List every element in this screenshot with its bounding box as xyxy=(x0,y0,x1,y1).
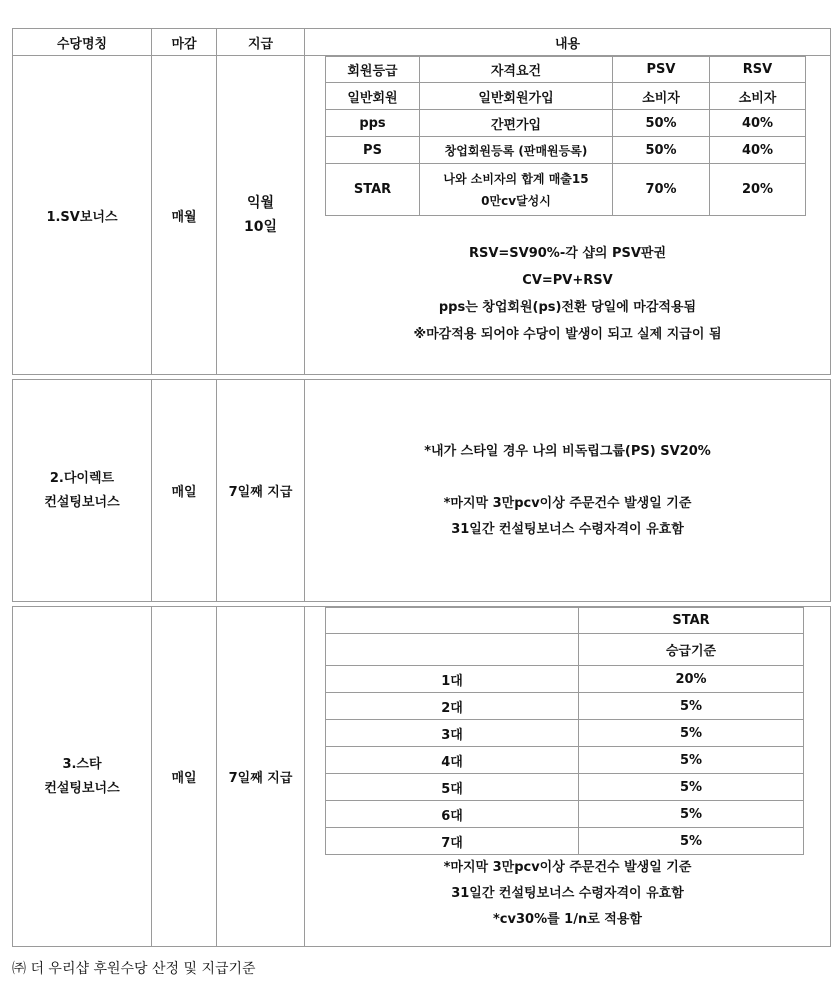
requirement-cell xyxy=(420,164,613,216)
rsv-cell: 소비자 xyxy=(710,83,806,110)
generation-cell: 2대 xyxy=(326,693,579,720)
direct-bonus-name xyxy=(13,380,152,602)
grade-table-header xyxy=(326,57,806,83)
header-row xyxy=(13,29,831,56)
note-line: pps는 창업회원(ps)전환 당일에 마감적용됨 xyxy=(438,300,697,315)
note-line: CV=PV+RSV xyxy=(522,273,613,288)
psv-cell: 70% xyxy=(613,164,710,216)
star-col-header: STAR xyxy=(579,608,804,634)
requirement-line: 0만cv달성시 xyxy=(481,193,551,208)
grade-table xyxy=(325,56,806,216)
sv-bonus-payment-line1: 익월 xyxy=(246,195,275,211)
psv-col-header: PSV xyxy=(613,57,710,83)
star-bonus-name-line2: 컨설팅보너스 xyxy=(44,780,120,796)
generation-col-header xyxy=(326,608,579,634)
direct-bonus-name-line1: 2.다이렉트 xyxy=(49,470,115,486)
note-line: RSV=SV90%-각 샵의 PSV판권 xyxy=(468,246,667,261)
star-bonus-payment: 7일째 지급 xyxy=(217,607,305,947)
grade-row xyxy=(326,137,806,164)
bonus-criteria-table xyxy=(12,28,831,947)
sv-bonus-cutoff: 매월 xyxy=(152,56,217,375)
star-bonus-content xyxy=(305,607,831,947)
rsv-cell: 40% xyxy=(710,137,806,164)
grade-cell: PS xyxy=(326,137,420,164)
requirement-line: 나와 소비자의 합계 매출15 xyxy=(443,171,589,186)
generation-table-subheader xyxy=(326,634,804,666)
percentage-cell: 5% xyxy=(579,747,804,774)
direct-bonus-payment: 7일째 지급 xyxy=(217,380,305,602)
header-payment: 지급 xyxy=(217,29,305,56)
grade-row xyxy=(326,110,806,137)
sv-bonus-name: 1.SV보너스 xyxy=(13,56,152,375)
direct-bonus-name-line2: 컨설팅보너스 xyxy=(44,494,120,510)
requirement-cell: 간편가입 xyxy=(420,110,613,137)
generation-row xyxy=(326,774,804,801)
psv-cell: 소비자 xyxy=(613,83,710,110)
generation-cell: 1대 xyxy=(326,666,579,693)
percentage-cell: 5% xyxy=(579,828,804,855)
direct-bonus-content xyxy=(305,380,831,602)
psv-cell: 50% xyxy=(613,137,710,164)
generation-cell: 5대 xyxy=(326,774,579,801)
generation-cell: 7대 xyxy=(326,828,579,855)
generation-row xyxy=(326,801,804,828)
note-line: 31일간 컨설팅보너스 수령자격이 유효함 xyxy=(451,886,684,901)
percentage-cell: 20% xyxy=(579,666,804,693)
header-name: 수당명칭 xyxy=(13,29,152,56)
generation-cell: 4대 xyxy=(326,747,579,774)
note-line: *마지막 3만pcv이상 주문건수 발생일 기준 xyxy=(443,495,692,511)
generation-table xyxy=(325,607,804,855)
percentage-cell: 5% xyxy=(579,720,804,747)
generation-col-subheader xyxy=(326,634,579,666)
percentage-cell: 5% xyxy=(579,801,804,828)
direct-bonus-cutoff: 매일 xyxy=(152,380,217,602)
grade-cell: pps xyxy=(326,110,420,137)
sv-bonus-notes xyxy=(305,240,830,348)
generation-table-header xyxy=(326,608,804,634)
generation-row xyxy=(326,747,804,774)
star-bonus-row xyxy=(13,607,831,947)
grade-cell: STAR xyxy=(326,164,420,216)
header-cutoff: 마감 xyxy=(152,29,217,56)
generation-row xyxy=(326,828,804,855)
grade-cell: 일반회원 xyxy=(326,83,420,110)
sv-bonus-content xyxy=(305,56,831,375)
star-bonus-cutoff: 매일 xyxy=(152,607,217,947)
header-content: 내용 xyxy=(305,29,831,56)
percentage-cell: 5% xyxy=(579,693,804,720)
star-bonus-notes xyxy=(305,855,830,933)
rsv-cell: 40% xyxy=(710,110,806,137)
note-line: ※마감적용 되어야 수당이 발생이 되고 실제 지급이 됨 xyxy=(413,327,722,342)
footer-caption: ㈜ 더 우리샵 후원수당 산정 및 지급기준 xyxy=(12,961,256,977)
requirement-cell: 창업회원등록 (판매원등록) xyxy=(420,137,613,164)
generation-cell: 3대 xyxy=(326,720,579,747)
grade-row xyxy=(326,83,806,110)
star-bonus-name-line1: 3.스타 xyxy=(62,756,102,772)
generation-row xyxy=(326,693,804,720)
generation-cell: 6대 xyxy=(326,801,579,828)
note-line: *cv30%를 1/n로 적용함 xyxy=(493,912,642,927)
note-line: *마지막 3만pcv이상 주문건수 발생일 기준 xyxy=(443,860,692,875)
percentage-cell: 5% xyxy=(579,774,804,801)
grade-row xyxy=(326,164,806,216)
requirement-col-header: 자격요건 xyxy=(420,57,613,83)
direct-bonus-row xyxy=(13,380,831,602)
rsv-col-header: RSV xyxy=(710,57,806,83)
grade-col-header: 회원등급 xyxy=(326,57,420,83)
generation-row xyxy=(326,720,804,747)
promotion-criteria-header: 승급기준 xyxy=(579,634,804,666)
psv-cell: 50% xyxy=(613,110,710,137)
sv-bonus-payment-line2: 10일 xyxy=(243,219,277,235)
sv-bonus-payment xyxy=(217,56,305,375)
star-bonus-name xyxy=(13,607,152,947)
requirement-cell: 일반회원가입 xyxy=(420,83,613,110)
note-line: 31일간 컨설팅보너스 수령자격이 유효함 xyxy=(451,521,684,537)
sv-bonus-row xyxy=(13,56,831,375)
note-line: *내가 스타일 경우 나의 비독립그룹(PS) SV20% xyxy=(424,443,711,459)
rsv-cell: 20% xyxy=(710,164,806,216)
generation-row xyxy=(326,666,804,693)
